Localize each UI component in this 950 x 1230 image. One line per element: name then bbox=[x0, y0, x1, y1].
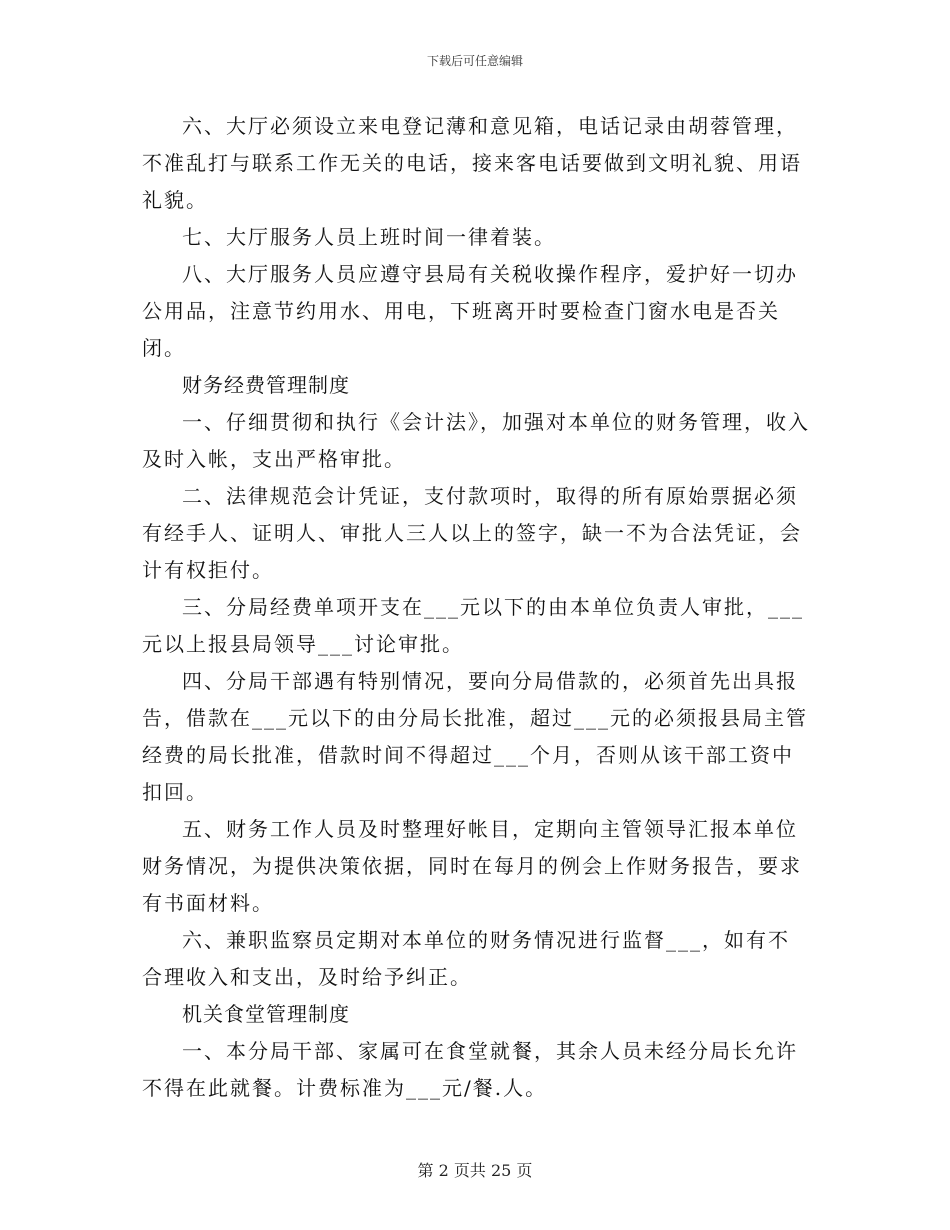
section-heading-finance: 财务经费管理制度 bbox=[182, 373, 350, 397]
paragraph-hall-office-supplies: 八、大厅服务人员应遵守县局有关税收操作程序，爱护好一切办公用品，注意节约用水、用电，下班离开时要检查门窗水电是否关闭。 bbox=[142, 262, 798, 360]
paragraph-finance-supervision: 六、兼职监察员定期对本单位的财务情况进行监督___，如有不合理收入和支出，及时给予纠正。 bbox=[142, 928, 790, 989]
paragraph-finance-reports: 五、财务工作人员及时整理好帐目，定期向主管领导汇报本单位财务情况，为提供决策依据，同时在每月的例会上作财务报告，要求有书面材料。 bbox=[142, 817, 802, 915]
paragraph-hall-phone-register: 六、大厅必须设立来电登记薄和意见箱，电话记录由胡蓉管理，不准乱打与联系工作无关的电话，接来客电话要做到文明礼貌、用语礼貌。 bbox=[142, 114, 802, 212]
document-body bbox=[142, 108, 810, 1107]
paragraph-hall-dress-code: 七、大厅服务人员上班时间一律着装。 bbox=[182, 225, 556, 249]
paragraph-canteen-dining-rules: 一、本分局干部、家属可在食堂就餐，其余人员未经分局长允许不得在此就餐。计费标准为___元/餐.人。 bbox=[142, 1039, 798, 1100]
paragraph-finance-vouchers: 二、法律规范会计凭证，支付款项时，取得的所有原始票据必须有经手人、证明人、审批人三人以上的签字，缺一不为合法凭证，会计有权拒付。 bbox=[142, 484, 802, 582]
page-header: 下载后可任意编辑 bbox=[426, 54, 523, 68]
paragraph-finance-loans: 四、分局干部遇有特别情况，要向分局借款的，必须首先出具报告，借款在___元以下的由分局长批准，超过___元的必须报县局主管经费的局长批准，借款时间不得超过___个月，否则从该干部工资中扣回。 bbox=[142, 669, 808, 804]
section-heading-canteen: 机关食堂管理制度 bbox=[182, 1002, 350, 1026]
page-footer-page-number: 第 2 页共 25 页 bbox=[417, 1161, 533, 1180]
paragraph-finance-accounting-law: 一、仔细贯彻和执行《会计法》，加强对本单位的财务管理，收入及时入帐，支出严格审批。 bbox=[142, 410, 810, 471]
paragraph-finance-approval-limits: 三、分局经费单项开支在___元以下的由本单位负责人审批，___元以上报县局领导___讨论审批。 bbox=[142, 595, 804, 656]
